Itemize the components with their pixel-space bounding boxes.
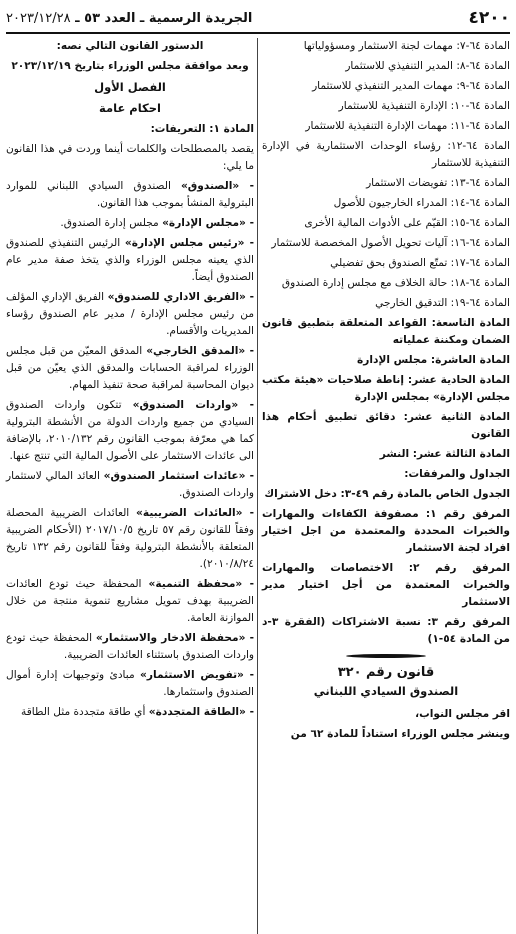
definition-item [6,343,254,394]
contents-entry: المادة ٦٤-١٢: رؤساء الوحدات الاستثمارية في الإدارة التنفيذية للاستثمار [262,140,510,169]
promulgation-line: وينشر مجلس الوزراء استناداً للمادة ٦٢ من [290,728,510,740]
left-column [6,38,254,724]
definitions-intro: يقصد بالمصطلحات والكلمات أينما وردت في هذا القانون ما يلي: [6,143,254,172]
definition-item [6,667,254,701]
definition-text: العائدات الضريبية المحصلة وفقاً للقانون رقم ٥٧ تاريخ ٢٠١٧/١٠/٥ (الأحكام الضريبية المتعلقة بالأنشطة البترولية وفقاً للقانون رقم ١٣٢ تاريخ ٢٠١٠/٨/٢٤). [6,507,255,570]
definition-term: - «عائدات استثمار الصندوق» [103,470,254,482]
contents-entry: المرفق رقم ٢: الاختصاصات والمهارات والخبرات المعتمدة من أجل اختيار مدير الاستثمار [262,562,510,608]
definition-term: - «محفظة التنمية» [148,578,254,590]
contents-entry: المادة ٦٤-١٧: تمتّع الصندوق بحق تفضيلي [330,257,510,269]
definitions-list [6,178,254,721]
definition-item [6,178,254,212]
definition-text: المحفظة حيث تودع واردات الصندوق باستثناء العائدات الضريبية. [6,632,254,661]
gazette-title [6,11,252,26]
constitution-line: الدستور القانون التالي نصه: [56,40,204,52]
definition-text: الصندوق السيادي اللبناني للموارد البترولية المنشأ بموجب هذا القانون. [6,180,254,209]
column-rule [257,38,258,934]
definition-item [6,505,254,573]
gazette-name: الجريدة الرسمية ـ العدد ٥٣ ـ [75,10,253,26]
definition-term: - «مجلس الإدارة» [162,217,254,229]
definition-text: الفريق الإداري المؤلف من رئيس مجلس الإدارة / مدير عام الصندوق رؤساء المديريات والأقسام. [6,291,254,337]
definition-item [6,289,254,340]
contents-entry: المادة ٦٤-١٤: المدراء الخارجيون للأصول [333,197,510,209]
definition-term: - «تفويض الاستثمار» [140,669,254,681]
definition-term: - «المدقق الخارجي» [146,345,255,357]
approval-line: وبعد موافقة مجلس الوزراء بتاريخ ٢٠٢٣/١٢/١٩ [11,60,249,72]
contents-entry: الجداول والمرفقات: [404,468,510,480]
definition-item [6,630,254,664]
contents-entry: المرفق رقم ٣: نسبة الاشتراكات (الفقرة ٣-د من المادة ٥٤-١) [262,616,510,645]
definition-term: - «العائدات الضريبية» [136,507,254,519]
contents-entry: المادة ٦٤-١٥: القيّم على الأدوات المالية الأخرى [304,217,510,229]
contents-entry: المادة ٦٤-١٣: تفويضات الاستثمار [366,177,510,189]
contents-list [262,38,510,648]
definition-item [6,215,254,232]
definition-item [6,235,254,286]
definition-text: المدقق المعيّن من قبل مجلس الوزراء لمراقبة الحسابات والمدقق الذي يعيّن من قبل ديوان المحاسبة لمراقبة صحة تنفيذ المهام. [6,345,254,391]
law-name: الصندوق السيادي اللبناني [313,684,459,698]
definition-term: - «الصندوق» [180,180,254,192]
section-divider [346,654,426,658]
chapter-title: الفصل الأول [94,80,166,94]
definition-item [6,468,254,502]
contents-entry: المادة ٦٤-١٩: التدقيق الخارجي [375,297,510,309]
definition-term: - «رئيس مجلس الإدارة» [124,237,254,249]
definition-text: مجلس إدارة الصندوق. [60,217,163,229]
contents-entry: المادة الثالثة عشر: النشر [379,448,510,460]
contents-entry: الجدول الخاص بالمادة رقم ٤٩-٣: دخل الاشتراك [264,488,510,500]
contents-entry: المادة ٦٤-٧: مهمات لجنة الاستثمار ومسؤولياتها [303,40,510,52]
contents-entry: المادة التاسعة: القواعد المتعلقة بتطبيق قانون الضمان ومكننة عملياته [262,317,510,346]
definition-item [6,704,254,721]
contents-entry: المرفق رقم ١: مصفوفة الكفاءات والمهارات والخبرات المحددة والمعتمدة من اجل اختيار افراد لجنة الاستثمار [262,508,510,554]
definition-text: المحفظة حيث تودع العائدات الضريبية بهدف تمويل مشاريع تنموية منتجة من خلال الموازنة العامة. [6,578,254,624]
definition-text: أي طاقة متجددة مثل الطاقة [21,706,149,718]
page-header [6,4,510,34]
enactment-line: اقر مجلس النواب، [415,708,510,720]
definition-text: الرئيس التنفيذي للصندوق الذي يعينه مجلس الوزراء والذي يتخذ صفة مدير عام الصندوق أيضاً. [6,237,254,283]
definition-item [6,576,254,627]
law-number: قانون رقم ٣٢٠ [337,665,435,680]
definition-text: مبادئ وتوجيهات إدارة أموال الصندوق واستثمارها. [6,669,254,698]
definition-term: - «محفظة الادخار والاستثمار» [95,632,254,644]
issue-date: ٢٠٢٣/١٢/٢٨ [6,10,71,26]
contents-entry: المادة ٦٤-٨: المدير التنفيذي للاستثمار [345,60,510,72]
general-provisions-title: احكام عامة [99,101,161,115]
definition-term: - «واردات الصندوق» [132,399,254,411]
contents-entry: المادة العاشرة: مجلس الإدارة [357,354,510,366]
definition-text: تتكون واردات الصندوق السيادي من جميع واردات الدولة من الأنشطة البترولية كما هي معرّفة بموجب القانون رقم ٢٠١٠/١٣٢، بالإضافة الى عائدات الاستثمار على الأصول المالية التي تنتج عنها. [6,399,254,462]
contents-entry: المادة ٦٤-١١: مهمات الإدارة التنفيذية للاستثمار [305,120,510,132]
definition-term: - «الفريق الاداري للصندوق» [107,291,255,303]
page-number: ٤٢٠٠ [468,8,510,28]
contents-entry: المادة ٦٤-١٦: آليات تحويل الأصول المخصصة للاستثمار [271,237,510,249]
contents-entry: المادة الثانية عشر: دقائق تطبيق أحكام هذا القانون [262,411,510,440]
definition-item [6,397,254,465]
definition-term: - «الطاقة المتجددة» [148,706,254,718]
right-column [262,38,510,746]
contents-entry: المادة ٦٤-١٠: الإدارة التنفيذية للاستثمار [338,100,510,112]
contents-entry: المادة ٦٤-٩: مهمات المدير التنفيذي للاستثمار [312,80,510,92]
article-heading: المادة ١: التعريفات: [150,123,254,135]
definition-text: العائد المالي لاستثمار واردات الصندوق. [6,470,254,499]
contents-entry: المادة ٦٤-١٨: حالة الخلاف مع مجلس إدارة الصندوق [281,277,510,289]
contents-entry: المادة الحادية عشر: إناطة صلاحيات «هيئة مكتب مجلس الإدارة» بمجلس الإدارة [262,374,510,403]
